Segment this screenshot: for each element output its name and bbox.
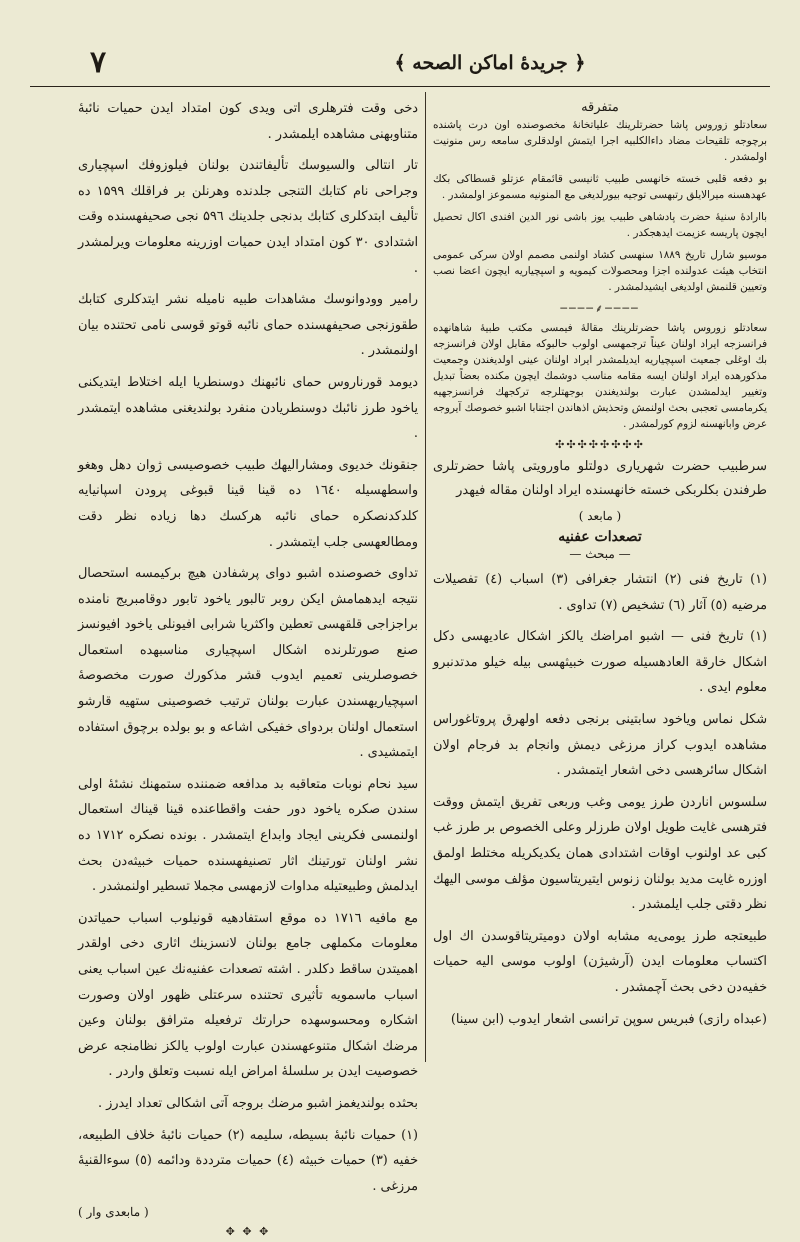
column-divider [425,92,426,1062]
page-number: ٧ [90,45,107,80]
body-paragraph: تار انتالی والسیوسك تألیفاتندن بولنان فیلوزوفك اسپچیاری وجراحی نام کتابك التنجی جلدنده وهرنلن بر فراقلك ۱۵۹۹ ده تألیف ابتدكلری کتابك بدنجی جلدینك ۵۹٦ نجی صحیفهسنده وقت اشتدادی ۳۰ کون امتداد ایدن حمیات اوزرینه معلومات ویرلمشدر . [78,158,418,276]
page-header [30,45,770,80]
body-paragraph: بحثده بولندیغمز اشبو مرضك بروجه آتی اشکالی تعداد ایدرز . [97,1095,418,1111]
body-paragraph: رامیر وودوانوسك مشاهدات طبیه نامیله نشر ایتدكلری کتابك طقوزنجی صحیفهسنده حمای نائبه قوتو قوسی نامی تحتنده بیان اولنمشدر . [78,292,418,359]
body-paragraph: تداوی خصوصنده اشبو دوای پرشفادن هیچ برکیمسه استحصال نتیجه ایدهمامش ایکن روبر تالبور یاخود تابور دوقامبریج نامنده براجزاجی قلقهسی تعطین واکثریا شرابی افیونلی یاخود افیونسز صنع صورتلرنده اشکال اسپچیاری مناسبهده استعمال خصوصلرینی تعمیم ایدوب قشر مذکورك صورت مخصوصهٔ اسپچیاریهسندن عبارت بولنان ترتیب خصوصینی ستهیه قارشو استعمال اولنان بردوای خفیکی اشاعه و بو بولده برچوق استفاده ایتمشیدی . [78,566,418,761]
correction-notice: سعادتلو زوروس پاشا حضرتلرینك مقالهٔ فیمسی مکتب طبیهٔ شاهانهده فرانسزجه ایراد اولنان عیناً ترجمهسی اولوب حالبوکه مقابل اولان فرانسزجه بك اوغلی جمعیت اسپچیاریه ایدیلمشدر ایراد اولنان عینی اولدیغندن وجمعیت مذکورهده ایراد اولنان ایسه مقامه مناسب دوشمك ایچون مکنده بعضاً تبدیل وتغییر ایدلمشدن عبارت بولندیغندن بوجهتلرجه تركجهك فرانسزجهیه یکرمامسی تعجبی بحث اولنمش وتحذیش اذهاندن اجتنابا اشبو خصوصك آیروجه عرض وابانهسنه لزوم کورلمشدر . [433,322,767,430]
body-paragraph: جنقونك خدیوی ومشارالیهك طبیب خصوصیسی ژوان دهل وهغو واسطهسیله ۱٦٤۰ ده قینا قینا قبوغی پرودن اسپانیایه کلدکدنصکره حمای نائبه هرکسك دها زیاده نظر دقت ومطالعهسی جلب ایتمشدر . [78,457,419,550]
body-paragraph: (عبداه رازی) فبریس سوپن ترانسی اشعار ایدوب (ابن سینا) [450,1011,767,1027]
body-paragraph: (۱) تاریخ فنی — اشبو امراضك یالکز اشکال عادیهسی دکل اشکال خارقة العادهسیله صورت خبیثهسی بیله خیلو مدتدنبرو معلوم ایدی . [433,629,767,696]
body-paragraph: دیومد قورناروس حمای نائبهنك دوسنطریا ایله اختلاط ایتدیکنی یاخود طرز نائبك دوسنطریادن منفرد بولندیغنی مشاهده ایتمشدر . [78,374,418,442]
continued-label: ( مابعد ) [578,509,622,523]
ornament-divider: ✥ ✥ ✥ [225,1225,271,1239]
body-paragraph: مع مافیه ۱۷۱٦ ده موقع استفادهیه قونیلوب اسباب حمیاتدن معلومات مکملهی جامع بولنان لانسزینك اثاری دخی اولقدر اهمیتدن ساقط دکلدر . اشته تصعدات عفنیه‌نك عین اسباب یعنی اسباب ماسمویه تأثیری تحتنده سرعتلی ظهور اولان وصورت اشکاره ومحسوسهده حرارتك ترفعیله مترافق بولنان وعین مرضك اشکال متنوعهسندن عبارت اولوب یالکز نظامنجه عرض خصوصیت ایدن بر سلسلهٔ امراض ایله نسبت وتعلق واردر . [78,910,418,1080]
article-intro: سرطبیب حضرت شهریاری دولتلو ماورویتی پاشا حضرتلری طرفندن بکلربکی خسته خانهسنده ایراد اولنان مقاله فیهدر [433,459,767,498]
news-paragraph: باارادهٔ سنیهٔ حضرت پادشاهی طبیب یوز باشی نور الدین افندی اکال تحصیل ایچون پاریسه عزیمت ایدهجکدر . [433,211,767,239]
ornament-divider: ✣✣✣✣✣✣✣✣ [555,438,645,451]
body-paragraph: (۱) حمیات نائبهٔ بسیطه، سلیمه (۲) حمیات نائبهٔ خلاف الطبیعه، خفیه (۳) حمیات خبیثه (٤) حمیات مترددة ودائمه (٥) سوءالقنیهٔ مرزغی . [78,1127,418,1194]
news-paragraph: بو دفعه قلبی خسته خانهسی طبیب ثانیسی قائمقام عزتلو قسطاكی بكك عهدهسنه میرالایلق رتبهسی توجیه بیورلدیغی مع المنونیه مسموعز اولمشدر . [433,173,767,201]
ornament-divider: ────⸙──── [560,302,640,315]
body-paragraph: طبیعتجه طرز یومی‌یه مشابه اولان دومیتریتاقوسدن اك اول اکتساب معلومات ایدن (آرشیژن) اولوب موسی الیه حمیات خفیه‌دن دخی بحث آچمشدر . [433,928,767,995]
left-column [78,96,418,1242]
body-paragraph: شکل نماس وياخود سابتینی برنجی دفعه اولهرق پروتاغوراس مشاهده ایدوب کراز مرزغی دیمش وانجام بد فرجام اولان اشکال سائرهسی دخی اشعار ایتمشدر . [433,711,767,779]
body-paragraph: سید نحام نوبات متعاقبه بد مدافعه ضمننده ستمهنك نشئهٔ اولی سندن صکره یاخود دور حفت واقطاعنده قینا قیناك استعمال اولنمسی فکرینی ایجاد وابداع ایتمشدر . بونده نصکره ۱۷۱۲ ده نشر اولنان تورتینك اثار تصنیفهسنده حمیات خبیثه‌دن بحث ایدلمش وطبیعتیله مداوات لازمهسی مجملا تسطیر اولنمشدر . [78,776,418,895]
body-paragraph: سلسوس اناردن طرز یومی وغب وربعی تفریق ایتمش ووقت فترهسی غایت طویل اولان طرزلر وعلی الخصوص بر طرز غب کبی عد اولنوب اوقات اشتدادی همان یکدیکریله مختلط اولمق اوزره غایت مدید بولنان زنوس ایتیریتاسیون مؤلف موسی الیهك نظر دقتی جلب ایلمشدر . [433,794,767,913]
continued-label: ( مابعدی وار ) [78,1205,149,1220]
journal-title: ﴿ جريدهٔ اماكن الصحه ﴾ [394,52,586,74]
header-rule [30,86,770,87]
body-paragraph: دخی وقت فترهلری اتی ویدی کون امتداد ایدن حمیات نائبهٔ متناوبهنی مشاهده ایلمشدر . [78,101,418,142]
article-heading: تصعدات عفنیه [558,529,642,545]
news-paragraph: موسیو شارل تاریخ ۱۸۸۹ سنهسی کشاد اولنمی مصمم اولان سرکی عمومی انتخاب هیئت عدولنده اجزا ومحصولات کیمویه و اسپچیاریه ایچون اعضا نصب وتعیین قلنمش اولدیغی ایشیدلمشدر . [433,249,767,293]
right-column [433,96,767,1038]
article-subheading: — مبحث — [569,547,631,561]
news-paragraph: سعادتلو زوروس پاشا حضرتلرینك علیاتخانهٔ مخصوصنده اون درت پاشنده برچوجه تلقیحات مضاد داءالكلبیه اجرا ایتمش اولدقلری سامعه رس منونیت اولمشدر . [433,119,767,163]
miscellany-title: متفرقه [581,100,619,115]
body-paragraph: (۱) تاریخ فنی (۲) انتشار جغرافی (۳) اسباب (٤) تفصیلات مرضیه (٥) آثار (٦) تشخیص (۷) تداوی . [433,572,767,613]
